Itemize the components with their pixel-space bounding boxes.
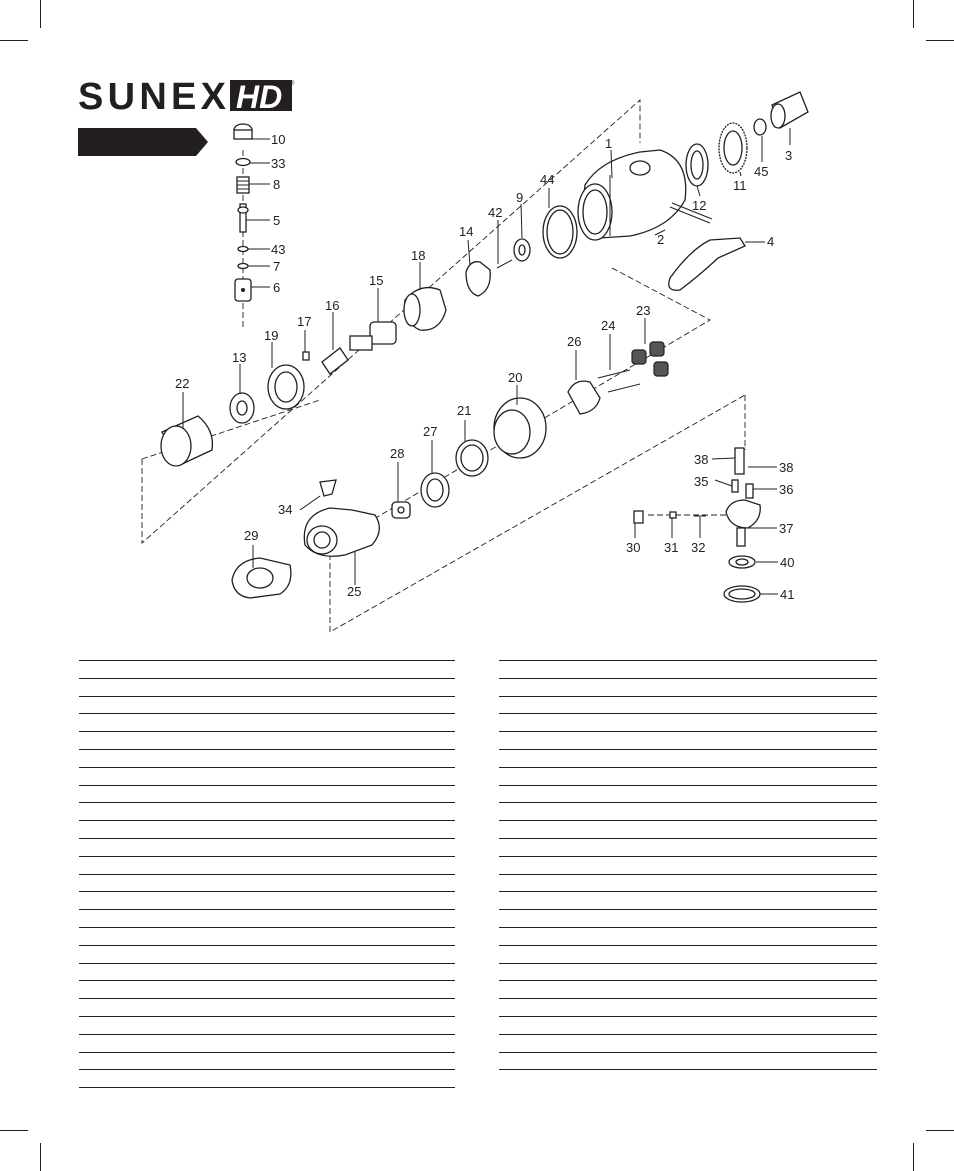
part-label: 36 <box>779 482 794 497</box>
table-row <box>499 768 877 786</box>
part-label: 35 <box>694 474 709 489</box>
part-label: 31 <box>664 540 679 555</box>
ratchet-head-parts <box>232 473 449 598</box>
part-label: 38 <box>779 460 794 475</box>
part-label: 26 <box>567 334 582 349</box>
table-row <box>499 964 877 982</box>
table-row <box>79 750 455 768</box>
part-label: 8 <box>273 177 281 192</box>
table-row <box>499 732 877 750</box>
part-label: 18 <box>411 248 426 263</box>
table-row <box>499 981 877 999</box>
part-label: 33 <box>271 156 286 171</box>
brand-trademark: ® <box>290 81 295 87</box>
part-label: 19 <box>264 328 279 343</box>
table-row <box>79 892 455 910</box>
table-row <box>499 750 877 768</box>
part-label: 2 <box>657 232 665 247</box>
table-row <box>79 981 455 999</box>
table-row <box>499 928 877 946</box>
table-row <box>79 857 455 875</box>
table-row <box>499 1017 877 1035</box>
part-label: 37 <box>779 521 794 536</box>
part-label: 6 <box>273 280 281 295</box>
part-label: 13 <box>232 350 247 365</box>
part-label: 42 <box>488 205 503 220</box>
parts-table-left <box>79 660 455 1088</box>
part-label: 17 <box>297 314 312 329</box>
part-label: 23 <box>636 303 651 318</box>
table-row <box>79 1035 455 1053</box>
table-row <box>79 946 455 964</box>
part-label: 25 <box>347 584 362 599</box>
table-row <box>499 946 877 964</box>
parts-table-right <box>499 660 877 1070</box>
part-label: 38 <box>694 452 709 467</box>
table-row <box>499 821 877 839</box>
crop-mark-br-v <box>913 1143 914 1171</box>
part-label: 29 <box>244 528 259 543</box>
table-row <box>79 661 455 679</box>
table-row <box>499 1035 877 1053</box>
table-row <box>79 697 455 715</box>
table-row <box>499 679 877 697</box>
table-row <box>79 821 455 839</box>
table-row <box>79 786 455 804</box>
part-label: 15 <box>369 273 384 288</box>
part-label: 32 <box>691 540 706 555</box>
part-label: 45 <box>754 164 769 179</box>
reverse-assembly <box>634 448 760 602</box>
table-row <box>499 786 877 804</box>
part-label: 22 <box>175 376 190 391</box>
crop-mark-br-h <box>926 1130 954 1131</box>
part-label: 20 <box>508 370 523 385</box>
table-row <box>499 999 877 1017</box>
table-row <box>79 875 455 893</box>
table-row <box>79 1017 455 1035</box>
table-row <box>499 892 877 910</box>
motor-housing <box>578 150 686 240</box>
part-label: 12 <box>692 198 707 213</box>
table-row <box>499 857 877 875</box>
part-label: 16 <box>325 298 340 313</box>
table-row <box>79 714 455 732</box>
table-row <box>499 875 877 893</box>
brand-suffix: HD <box>236 79 283 112</box>
crop-mark-bl-v <box>40 1143 41 1171</box>
gear-train-parts <box>456 342 668 476</box>
part-label: 28 <box>390 446 405 461</box>
table-row <box>79 1053 455 1071</box>
table-row <box>79 999 455 1017</box>
part-label: 34 <box>278 502 293 517</box>
part-label: 44 <box>540 172 555 187</box>
crop-mark-bl-h <box>0 1130 28 1131</box>
table-row <box>499 714 877 732</box>
part-label: 5 <box>273 213 281 228</box>
throttle-lever <box>669 203 745 290</box>
part-label: 3 <box>785 148 793 163</box>
table-row <box>499 803 877 821</box>
table-row <box>79 910 455 928</box>
table-row <box>79 964 455 982</box>
part-label: 21 <box>457 403 472 418</box>
table-row <box>79 803 455 821</box>
part-label: 10 <box>271 132 286 147</box>
table-row <box>79 839 455 857</box>
part-label: 43 <box>271 242 286 257</box>
brand-name: SUNEX <box>78 78 228 112</box>
part-label: 7 <box>273 259 281 274</box>
part-label: 40 <box>780 555 795 570</box>
table-row <box>79 1070 455 1088</box>
table-row <box>499 697 877 715</box>
part-label: 24 <box>601 318 616 333</box>
table-row <box>79 679 455 697</box>
table-row <box>499 1053 877 1071</box>
part-label: 9 <box>516 190 524 205</box>
table-row <box>499 839 877 857</box>
table-row <box>79 928 455 946</box>
table-row <box>79 732 455 750</box>
part-label: 27 <box>423 424 438 439</box>
part-label: 4 <box>767 234 775 249</box>
part-label: 30 <box>626 540 641 555</box>
part-label: 11 <box>733 178 747 193</box>
part-label: 41 <box>780 587 795 602</box>
table-row <box>79 768 455 786</box>
part-label: 1 <box>605 136 613 151</box>
part-label: 14 <box>459 224 474 239</box>
part-labels <box>175 132 794 602</box>
table-row <box>499 661 877 679</box>
table-row <box>499 910 877 928</box>
